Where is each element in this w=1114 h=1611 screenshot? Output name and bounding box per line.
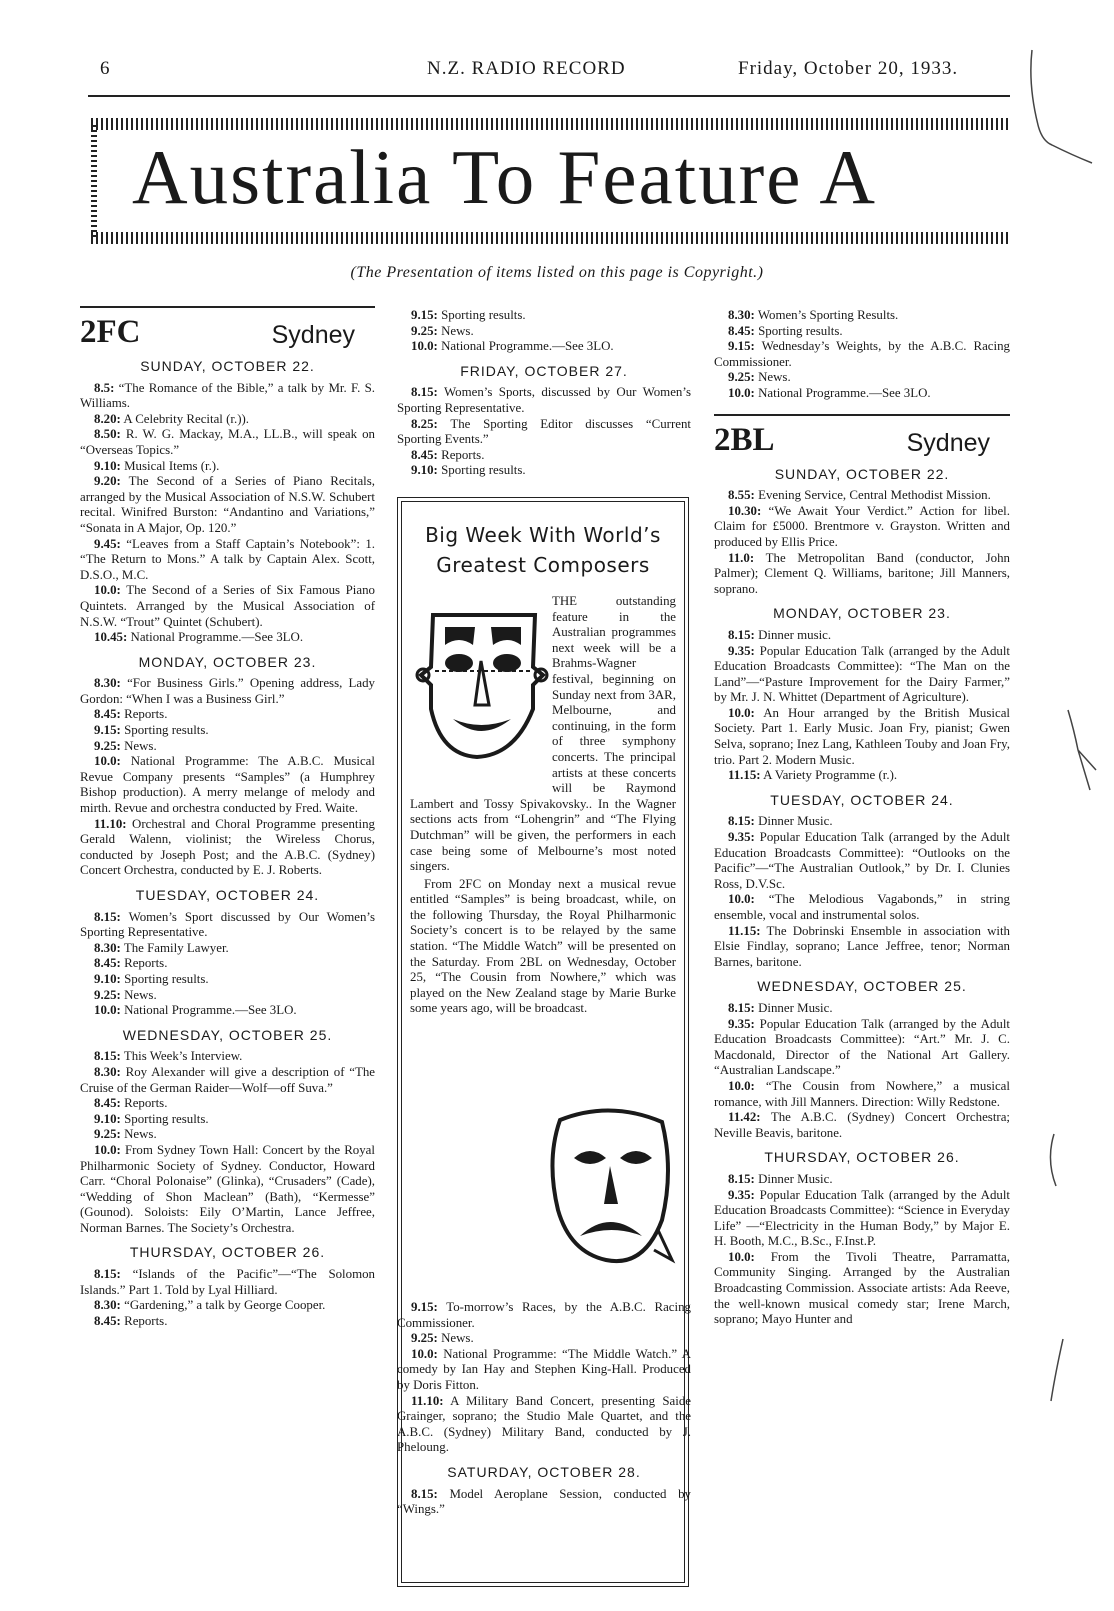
program-item bbox=[714, 370, 1010, 386]
program-description: Sporting results. bbox=[758, 323, 843, 338]
program-description: Reports. bbox=[124, 956, 168, 971]
program-time: 10.0: bbox=[94, 1003, 121, 1018]
program-item bbox=[714, 892, 1010, 923]
program-time: 9.35: bbox=[728, 1187, 755, 1202]
program-item bbox=[80, 459, 375, 475]
feature-box-title bbox=[404, 520, 682, 580]
day-heading: MONDAY, OCTOBER 23. bbox=[773, 605, 951, 622]
program-item bbox=[80, 1065, 375, 1096]
program-item bbox=[714, 551, 1010, 598]
mask-illustration-2 bbox=[540, 1100, 680, 1270]
program-time: 9.15: bbox=[94, 723, 121, 738]
program-description: From the Tivoli Theatre, Parramatta, Community Singing. Arranged by the Australian Broadcasting Commission. Associate artists: Ada Reeve, the well-known musical comedy star; Irene March, soprano; Mayo Hunter and bbox=[714, 1249, 1011, 1327]
page-number: 6 bbox=[100, 58, 111, 79]
program-description: The Family Lawyer. bbox=[123, 940, 229, 955]
program-list bbox=[80, 910, 375, 1019]
program-time: 9.25: bbox=[94, 1127, 121, 1142]
program-description: Popular Education Talk (arranged by the Adult Education Broadcasts Committee): “Art.” Mr. J. C. Macdonald, Director of the National Art Gallery. “Australian Landscape.” bbox=[714, 1016, 1010, 1078]
program-item bbox=[80, 1049, 375, 1065]
station-call: 2FC bbox=[80, 314, 141, 350]
column-2fc bbox=[80, 306, 375, 1329]
margin-scribble bbox=[1045, 1335, 1075, 1405]
program-time: 11.10: bbox=[94, 816, 127, 831]
program-item bbox=[80, 1314, 375, 1330]
program-list bbox=[397, 1487, 691, 1518]
program-time: 8.15: bbox=[94, 1267, 121, 1282]
program-item bbox=[80, 707, 375, 723]
program-time: 11.15: bbox=[728, 923, 761, 938]
header-rule bbox=[88, 95, 1010, 97]
copyright-note: (The Presentation of items listed on this page is Copyright.) bbox=[350, 264, 764, 281]
program-time: 8.45: bbox=[94, 1096, 121, 1111]
station-city: Sydney bbox=[271, 321, 355, 349]
program-time: 9.20: bbox=[94, 474, 121, 489]
program-item bbox=[80, 676, 375, 707]
program-list bbox=[714, 1172, 1010, 1328]
program-item bbox=[714, 504, 1010, 551]
program-time: 10.45: bbox=[94, 630, 128, 645]
program-description: Popular Education Talk (arranged by the Adult Education Broadcasts Committee): “The Man on the Land”—“Pasture Improvement for the Dairy Farmer,” by Mr. J. N. Whittet (Department of Agriculture). bbox=[714, 643, 1010, 705]
program-description: News. bbox=[124, 1127, 157, 1142]
day-heading: SATURDAY, OCTOBER 28. bbox=[447, 1463, 641, 1480]
column-2bl bbox=[714, 308, 1010, 1328]
program-list bbox=[714, 488, 1010, 597]
program-item bbox=[80, 1298, 375, 1314]
program-item bbox=[397, 448, 691, 464]
program-description: Orchestral and Choral Programme presenting Gerald Walenn, violinist; the Wireless Chorus, conducted by Joseph Post; and the A.B.C. (Sydney) Concert Orchestra, conducted by E. J. Roberts. bbox=[80, 816, 375, 878]
day-heading: MONDAY, OCTOBER 23. bbox=[138, 653, 317, 670]
program-item bbox=[714, 1079, 1010, 1110]
program-list bbox=[397, 1300, 691, 1456]
program-description: Musical Items (r.). bbox=[124, 458, 220, 473]
program-description: The Metropolitan Band (conductor, John Palmer); Clement Q. Williams, baritone; Jill Manners, soprano. bbox=[714, 550, 1010, 596]
program-time: 9.15: bbox=[411, 308, 438, 322]
program-item bbox=[80, 988, 375, 1004]
program-item bbox=[80, 723, 375, 739]
program-item bbox=[80, 754, 375, 816]
program-item bbox=[80, 1003, 375, 1019]
program-item bbox=[397, 339, 691, 355]
program-description: This Week’s Interview. bbox=[123, 1049, 243, 1064]
program-item bbox=[714, 768, 1010, 784]
program-time: 8.45: bbox=[94, 707, 121, 722]
program-description: Popular Education Talk (arranged by the Adult Education Broadcasts Committee): “Science in Everyday Life” —“Electricity in the Human Body,” by Major E. H. Booth, M.C., B.Sc., F.Inst.P. bbox=[714, 1187, 1010, 1249]
program-description: Reports. bbox=[124, 1313, 168, 1328]
program-time: 10.0: bbox=[411, 1346, 438, 1361]
program-description: News. bbox=[124, 987, 157, 1002]
program-list bbox=[397, 385, 691, 479]
day-heading: THURSDAY, OCTOBER 26. bbox=[764, 1149, 960, 1166]
day-heading: SUNDAY, OCTOBER 22. bbox=[774, 465, 950, 482]
program-description: R. W. G. Mackay, M.A., LL.B., will speak on “Overseas Topics.” bbox=[80, 427, 375, 457]
program-description: The Second of a Series of Six Famous Piano Quintets. Arranged by the Musical Association of N.S.W. “Trout” Quintet (Schubert). bbox=[80, 583, 375, 629]
program-description: Reports. bbox=[124, 1096, 168, 1111]
program-item bbox=[80, 1112, 375, 1128]
program-time: 8.15: bbox=[94, 1049, 121, 1064]
program-time: 9.25: bbox=[94, 738, 121, 753]
program-item bbox=[397, 463, 691, 479]
program-time: 8.45: bbox=[728, 323, 755, 338]
program-description: Dinner music. bbox=[758, 627, 832, 642]
program-description: To-morrow’s Races, by the A.B.C. Racing Commissioner. bbox=[397, 1300, 691, 1330]
program-item bbox=[397, 1347, 691, 1394]
program-description: Sporting results. bbox=[441, 463, 526, 478]
program-item bbox=[714, 1172, 1010, 1188]
headline: Australia To Feature A bbox=[132, 134, 878, 220]
program-time: 8.15: bbox=[728, 814, 755, 829]
day-heading: WEDNESDAY, OCTOBER 25. bbox=[757, 978, 967, 995]
station-header-2bl bbox=[714, 414, 1010, 458]
program-item bbox=[80, 427, 375, 458]
program-description: “The Romance of the Bible,” a talk by Mr. F. S. Williams. bbox=[80, 380, 375, 411]
program-time: 8.15: bbox=[728, 1000, 755, 1015]
margin-scribble bbox=[1060, 700, 1100, 800]
program-item bbox=[397, 1300, 691, 1331]
program-item bbox=[80, 739, 375, 755]
issue-date: Friday, October 20, 1933. bbox=[738, 58, 959, 79]
program-time: 8.5: bbox=[94, 380, 115, 395]
program-item bbox=[714, 1001, 1010, 1017]
publication-title: N.Z. RADIO RECORD bbox=[427, 58, 626, 79]
program-time: 10.0: bbox=[728, 1249, 755, 1264]
program-time: 10.30: bbox=[728, 503, 762, 518]
program-item bbox=[714, 628, 1010, 644]
program-time: 9.10: bbox=[94, 458, 121, 473]
program-time: 9.10: bbox=[94, 971, 121, 986]
program-description: Evening Service, Central Methodist Mission. bbox=[758, 488, 991, 503]
program-description: National Programme.—See 3LO. bbox=[441, 339, 614, 354]
program-time: 8.25: bbox=[411, 416, 438, 431]
program-time: 8.55: bbox=[728, 488, 755, 503]
program-list bbox=[714, 308, 1010, 402]
program-item bbox=[397, 385, 691, 416]
program-description: The A.B.C. (Sydney) Concert Orchestra; Neville Beavis, baritone. bbox=[714, 1110, 1010, 1140]
program-time: 10.0: bbox=[728, 1078, 755, 1093]
program-item bbox=[714, 339, 1010, 370]
program-item bbox=[80, 630, 375, 646]
program-time: 8.30: bbox=[94, 676, 121, 691]
program-description: National Programme.—See 3LO. bbox=[130, 630, 304, 645]
program-time: 8.30: bbox=[94, 1298, 121, 1313]
program-description: News. bbox=[758, 370, 791, 385]
program-item bbox=[80, 972, 375, 988]
program-description: News. bbox=[124, 738, 157, 753]
program-item bbox=[714, 386, 1010, 402]
program-time: 9.25: bbox=[728, 370, 755, 385]
program-description: Wednesday’s Weights, by the A.B.C. Racing Commissioner. bbox=[714, 339, 1010, 369]
program-description: Popular Education Talk (arranged by the Adult Education Broadcasts Committee): “Outlooks on the Pacific”—“The Australian Outlook,” by Dr. I. Clunies Ross, D.V.Sc. bbox=[714, 830, 1010, 891]
program-item bbox=[714, 830, 1010, 892]
program-item bbox=[397, 1394, 691, 1456]
program-description: The Dobrinski Ensemble in association with Elsie Findlay, soprano; Lance Jeffree, tenor; Norman Barnes, baritone. bbox=[714, 923, 1010, 969]
program-list bbox=[80, 381, 375, 646]
program-description: A Variety Programme (r.). bbox=[763, 768, 898, 783]
feature-title-line-2: Greatest Composers bbox=[436, 553, 650, 577]
program-time: 8.30: bbox=[728, 308, 755, 322]
program-list bbox=[80, 1049, 375, 1236]
program-item bbox=[397, 1487, 691, 1518]
program-time: 9.35: bbox=[728, 830, 755, 845]
program-description: “Islands of the Pacific”—“The Solomon Islands.” Part 1. Told by Lyal Hilliard. bbox=[80, 1267, 375, 1297]
program-time: 9.25: bbox=[411, 323, 438, 338]
program-item bbox=[714, 1110, 1010, 1141]
program-item bbox=[714, 488, 1010, 504]
program-description: Dinner Music. bbox=[758, 1171, 833, 1186]
station-header-2fc bbox=[80, 306, 375, 350]
column-2fc-continued bbox=[397, 308, 691, 479]
program-item bbox=[80, 412, 375, 428]
program-description: News. bbox=[441, 323, 474, 338]
program-item bbox=[80, 537, 375, 584]
program-description: An Hour arranged by the British Musical Society. Part 1. Early Music. Joan Fry, pianist; Gwen Selva, soprano; Inez Lang, Kathleen Touby and Joan Fry, trio. Part 2. Modern Music. bbox=[714, 705, 1010, 767]
program-item bbox=[397, 1331, 691, 1347]
program-item bbox=[714, 706, 1010, 768]
program-time: 8.30: bbox=[94, 1064, 121, 1079]
program-description: “The Melodious Vagabonds,” in string ensemble, vocal and instrumental solos. bbox=[714, 892, 1010, 922]
program-list bbox=[80, 1267, 375, 1329]
program-description: “The Cousin from Nowhere,” a musical romance, with Jill Manners. Direction: Willy Redstone. bbox=[714, 1078, 1010, 1109]
program-description: National Programme.—See 3LO. bbox=[124, 1003, 297, 1018]
program-description: “Leaves from a Staff Captain’s Notebook”: 1. “The Return to Mons.” A talk by Captain Alex. Scott, D.S.O., M.C. bbox=[80, 536, 375, 582]
program-time: 10.0: bbox=[728, 892, 755, 907]
program-item bbox=[714, 1188, 1010, 1250]
feature-title-line-1: Big Week With World’s bbox=[425, 523, 661, 547]
program-item bbox=[80, 381, 375, 412]
program-description: National Programme: “The Middle Watch.” A comedy by Ian Hay and Stephen King-Hall. Produced by Doris Fitton. bbox=[397, 1346, 691, 1392]
program-description: Dinner Music. bbox=[758, 1000, 833, 1015]
program-description: Reports. bbox=[124, 707, 168, 722]
program-list bbox=[80, 676, 375, 879]
program-description: Roy Alexander will give a description of “The Cruise of the German Raider—Wolf—off Suva.” bbox=[80, 1064, 375, 1095]
program-time: 8.15: bbox=[411, 385, 438, 400]
margin-scribble bbox=[1040, 1130, 1070, 1190]
program-time: 8.15: bbox=[411, 1486, 438, 1501]
program-time: 11.42: bbox=[728, 1110, 761, 1125]
program-description: “For Business Girls.” Opening address, Lady Gordon: “When I was a Business Girl.” bbox=[80, 676, 375, 706]
program-description: Dinner Music. bbox=[758, 814, 833, 829]
program-description: A Celebrity Recital (r.)). bbox=[123, 411, 250, 426]
day-heading: WEDNESDAY, OCTOBER 25. bbox=[122, 1026, 333, 1043]
program-description: Model Aeroplane Session, conducted by “Wings.” bbox=[397, 1486, 691, 1517]
program-time: 11.15: bbox=[728, 768, 761, 783]
program-time: 10.0: bbox=[94, 754, 121, 769]
program-item bbox=[714, 308, 1010, 324]
day-heading: SUNDAY, OCTOBER 22. bbox=[140, 358, 315, 374]
program-time: 10.0: bbox=[94, 583, 121, 598]
day-heading: THURSDAY, OCTOBER 26. bbox=[129, 1244, 326, 1261]
column-2fc-bottom bbox=[397, 1300, 691, 1518]
program-time: 11.10: bbox=[411, 1393, 444, 1408]
program-time: 8.20: bbox=[94, 411, 121, 426]
day-heading: FRIDAY, OCTOBER 27. bbox=[460, 362, 628, 379]
program-description: A Military Band Concert, presenting Saide Grainger, soprano; the Studio Male Quartet, and the A.B.C. (Sydney) Military Band, conducted by J. Pheloung. bbox=[397, 1393, 691, 1455]
program-description: The Second of a Series of Piano Recitals, arranged by the Musical Association of N.S.W. Schubert recital. Winifred Burston: “Andantino and Variations,” “Sonata in A Major, Op. 120.” bbox=[80, 474, 375, 535]
program-description: “Gardening,” a talk by George Cooper. bbox=[124, 1298, 326, 1313]
program-description: The Sporting Editor discusses “Current Sporting Events.” bbox=[397, 416, 691, 447]
program-description: Reports. bbox=[441, 447, 485, 462]
program-time: 8.45: bbox=[94, 956, 121, 971]
program-time: 8.15: bbox=[728, 1171, 755, 1186]
program-time: 9.25: bbox=[94, 987, 121, 1002]
program-time: 9.10: bbox=[411, 463, 438, 478]
program-description: Women’s Sport discussed by Our Women’s Sporting Representative. bbox=[80, 909, 375, 940]
program-time: 9.15: bbox=[411, 1300, 438, 1314]
program-item bbox=[80, 583, 375, 630]
banner-stripe-bottom bbox=[91, 232, 1010, 244]
station-call: 2BL bbox=[714, 421, 775, 458]
program-item bbox=[80, 1096, 375, 1112]
program-item bbox=[80, 817, 375, 879]
program-description: Sporting results. bbox=[124, 1111, 209, 1126]
program-time: 9.35: bbox=[728, 1016, 755, 1031]
program-item bbox=[714, 324, 1010, 340]
program-time: 8.15: bbox=[728, 627, 755, 642]
feature-paragraph-2: From 2FC on Monday next a musical revue entitled “Samples” is being broadcast, while, on the following Thursday, the Royal Philharmonic Society’s concert is to be relayed by the same station. “The Middle Watch” will be presented on the Saturday. From 2BL on Wednesday, October 25, “The Cousin from Nowhere,” which was played on the New Zealand stage by Marie Burke some years ago, will be broadcast. bbox=[410, 876, 676, 1016]
program-item bbox=[714, 1250, 1010, 1328]
program-item bbox=[397, 324, 691, 340]
program-description: Women’s Sports, discussed by Our Women’s Sporting Representative. bbox=[397, 385, 691, 415]
program-time: 8.50: bbox=[94, 427, 121, 442]
program-list bbox=[714, 814, 1010, 970]
program-list bbox=[714, 628, 1010, 784]
program-time: 9.35: bbox=[728, 643, 755, 658]
program-time: 9.15: bbox=[728, 339, 755, 354]
program-item bbox=[714, 644, 1010, 706]
feature-paragraph-1: THE outstanding feature in the Australian programmes next week will be a Brahms-Wagner festival, beginning on Sunday next from 3AR, Melbourne, and continuing, in the form of three symphony concerts. The principal artists at these concerts will be Raymond Lambert and Tossy Spivakovsky.. In the Wagner sections acts from “Lohengrin” and “The Flying Dutchman” will be given, the performers in each case being some of Melbourne’s most noted singers. bbox=[410, 594, 676, 874]
program-time: 8.45: bbox=[411, 447, 438, 462]
program-time: 10.0: bbox=[728, 705, 755, 720]
program-time: 9.45: bbox=[94, 536, 121, 551]
program-item bbox=[80, 1267, 375, 1298]
program-time: 10.0: bbox=[94, 1142, 121, 1157]
program-description: News. bbox=[441, 1331, 474, 1346]
program-item bbox=[80, 956, 375, 972]
program-item bbox=[714, 814, 1010, 830]
program-item bbox=[397, 308, 691, 324]
banner-stripe-left bbox=[91, 125, 97, 237]
station-city: Sydney bbox=[906, 428, 990, 457]
program-item bbox=[714, 1017, 1010, 1079]
program-item bbox=[80, 941, 375, 957]
program-description: Sporting results. bbox=[441, 308, 526, 322]
program-item bbox=[80, 910, 375, 941]
program-description: National Programme: The A.B.C. Musical Revue Company presents “Samples” (a Humphrey Bishop production). A merry melange of melody and mirth. Revue and orchestra conducted by Fred. Waite. bbox=[80, 754, 375, 816]
program-time: 9.10: bbox=[94, 1111, 121, 1126]
program-description: “We Await Your Verdict.” Action for libel. Claim for £5000. Brentmore v. Grayston. Written and produced by Ellis Price. bbox=[714, 503, 1010, 549]
program-time: 8.15: bbox=[94, 909, 121, 924]
program-description: From Sydney Town Hall: Concert by the Royal Philharmonic Society of Sydney. Conductor, Howard Carr. “Choral Polonaise” (Glinka), “Crusaders” (Cade), “Wedding of Shon Maclean” (Bath), “Kermesse” (Gounod). Soloists: Eily O’Martin, Lance Jeffree, Norman Barnes. The Society’s Orchestra. bbox=[80, 1142, 375, 1235]
program-list bbox=[714, 1001, 1010, 1141]
program-time: 11.0: bbox=[728, 550, 755, 565]
program-description: Women’s Sporting Results. bbox=[757, 308, 899, 322]
day-heading: TUESDAY, OCTOBER 24. bbox=[770, 791, 954, 808]
program-item bbox=[397, 417, 691, 448]
program-time: 8.45: bbox=[94, 1313, 121, 1328]
program-item bbox=[80, 474, 375, 536]
program-item bbox=[714, 924, 1010, 971]
program-item bbox=[80, 1127, 375, 1143]
banner-stripe-top bbox=[91, 118, 1010, 130]
program-item bbox=[80, 1143, 375, 1237]
margin-scribble bbox=[1022, 45, 1102, 165]
program-description: National Programme.—See 3LO. bbox=[758, 385, 931, 400]
program-description: Sporting results. bbox=[124, 971, 209, 986]
program-list bbox=[397, 308, 691, 355]
program-time: 9.25: bbox=[411, 1331, 438, 1346]
program-time: 10.0: bbox=[411, 339, 438, 354]
program-description: Sporting results. bbox=[124, 723, 209, 738]
program-time: 10.0: bbox=[728, 385, 755, 400]
program-time: 8.30: bbox=[94, 940, 121, 955]
day-heading: TUESDAY, OCTOBER 24. bbox=[135, 887, 320, 903]
